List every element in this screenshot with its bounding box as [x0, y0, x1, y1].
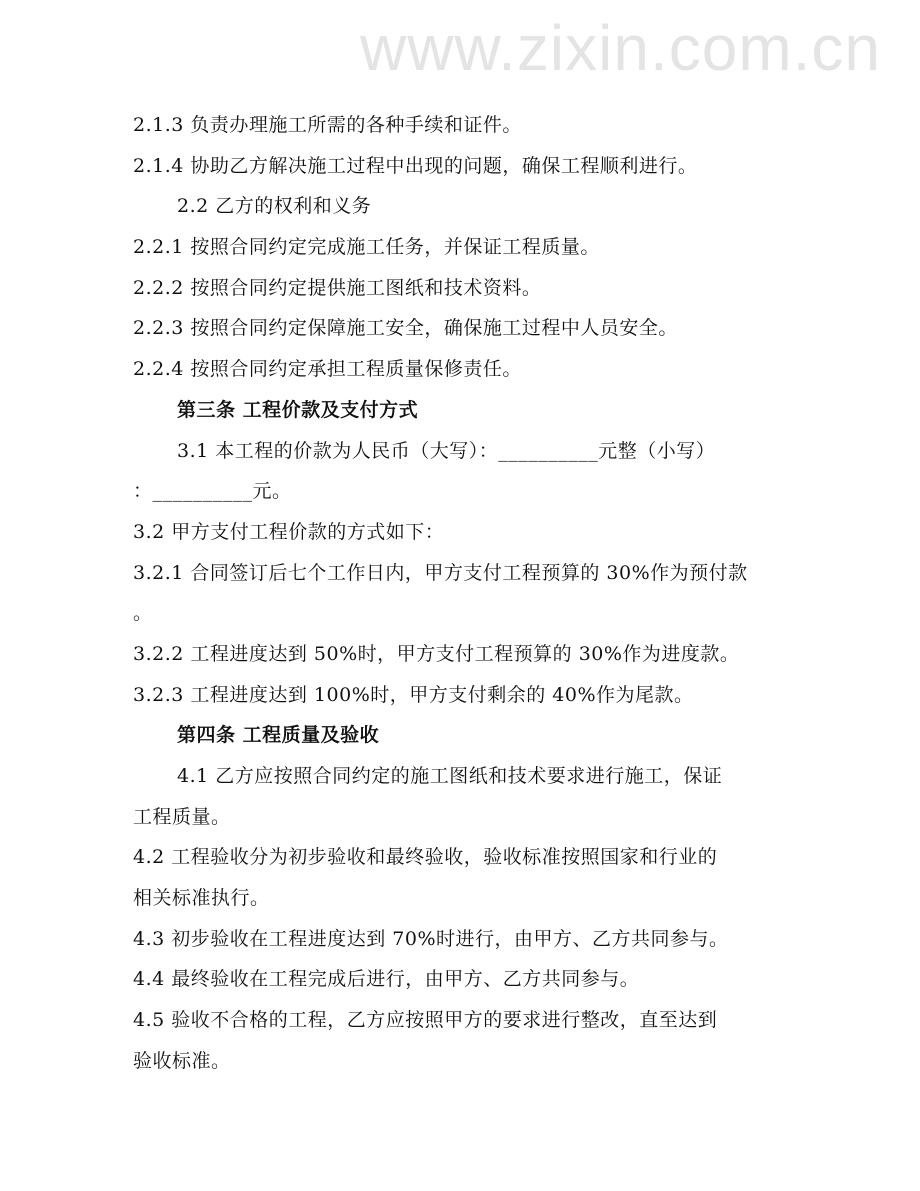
- document-body: [133, 105, 793, 1082]
- clause-2-1-3: 2.1.3 负责办理施工所需的各种手续和证件。: [133, 114, 522, 136]
- clause-2-2-3: 2.2.3 按照合同约定保障施工安全，确保施工过程中人员安全。: [133, 317, 678, 340]
- clause-4-3: 4.3 初步验收在工程进度达到 70%时进行，由甲方、乙方共同参与。: [133, 927, 729, 950]
- article-3-heading: 第三条 工程价款及支付方式: [177, 398, 419, 421]
- watermark: www.zixin.com.cn: [360, 12, 881, 84]
- clause-3-2-1-cont: 。: [133, 602, 153, 625]
- clause-2-1-4: 2.1.4 协助乙方解决施工过程中出现的问题，确保工程顺利进行。: [133, 154, 698, 177]
- clause-3-1-cont: ：__________元。: [133, 480, 292, 503]
- clause-2-2-1: 2.2.1 按照合同约定完成施工任务，并保证工程质量。: [133, 236, 600, 259]
- section-2-2-heading: 2.2 乙方的权利和义务: [177, 195, 372, 218]
- clause-3-2: 3.2 甲方支付工程价款的方式如下：: [133, 520, 445, 543]
- clause-3-2-1: 3.2.1 合同签订后七个工作日内，甲方支付工程预算的 30%作为预付款: [133, 561, 748, 584]
- clause-4-1: 4.1 乙方应按照合同约定的施工图纸和技术要求进行施工，保证: [177, 765, 723, 787]
- clause-4-2: 4.2 工程验收分为初步验收和最终验收，验收标准按照国家和行业的: [133, 846, 718, 869]
- clause-2-2-4: 2.2.4 按照合同约定承担工程质量保修责任。: [133, 358, 522, 381]
- clause-3-2-3: 3.2.3 工程进度达到 100%时，甲方支付剩余的 40%作为尾款。: [133, 683, 694, 706]
- clause-4-1-cont: 工程质量。: [133, 805, 231, 828]
- clause-4-5: 4.5 验收不合格的工程，乙方应按照甲方的要求进行整改，直至达到: [133, 1009, 718, 1032]
- clause-4-4: 4.4 最终验收在工程完成后进行，由甲方、乙方共同参与。: [133, 968, 640, 991]
- clause-3-2-2: 3.2.2 工程进度达到 50%时，甲方支付工程预算的 30%作为进度款。: [133, 642, 740, 665]
- clause-2-2-2: 2.2.2 按照合同约定提供施工图纸和技术资料。: [133, 276, 542, 299]
- clause-4-5-cont: 验收标准。: [133, 1049, 231, 1072]
- article-4-heading: 第四条 工程质量及验收: [177, 724, 380, 747]
- clause-3-1: 3.1 本工程的价款为人民币（大写）：__________元整（小写）: [177, 439, 716, 462]
- clause-4-2-cont: 相关标准执行。: [133, 887, 270, 910]
